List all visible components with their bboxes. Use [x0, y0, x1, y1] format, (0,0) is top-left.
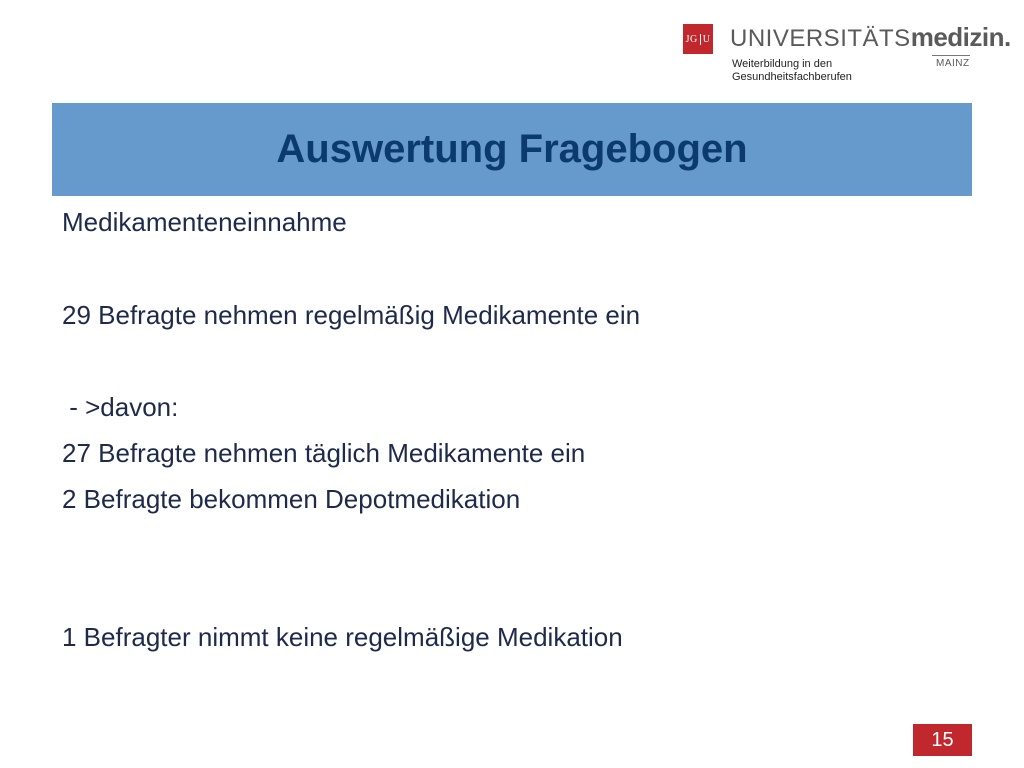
tagline-line-1: Weiterbildung in den — [732, 58, 833, 70]
brand-main: medizin. — [910, 22, 1011, 52]
slide-title: Auswertung Fragebogen — [276, 127, 748, 171]
body-line-2: - >davon: — [62, 392, 179, 422]
jgu-logo — [683, 24, 713, 54]
logo-mark-right: U — [700, 34, 711, 45]
body-line-1: 29 Befragte nehmen regelmäßig Medikamente ein — [62, 300, 641, 330]
section-heading: Medikamenteneinnahme — [62, 207, 347, 237]
title-bar — [52, 103, 972, 196]
tagline-line-2: Gesundheitsfachberufen — [732, 71, 852, 83]
brand-divider — [932, 55, 970, 56]
logo-mark-left: JG — [685, 33, 698, 45]
body-line-3: 27 Befragte nehmen täglich Medikamente ein — [62, 438, 586, 468]
brand-tagline — [732, 58, 852, 84]
brand-location: MAINZ — [936, 58, 970, 69]
body-line-5: 1 Befragter nimmt keine regelmäßige Medikation — [62, 622, 623, 652]
page-number-badge: 15 — [913, 724, 972, 756]
brand-prefix: UNIVERSITÄTS — [730, 25, 911, 52]
brand-wordmark — [730, 22, 1011, 53]
body-line-4: 2 Befragte bekommen Depotmedikation — [62, 484, 521, 514]
